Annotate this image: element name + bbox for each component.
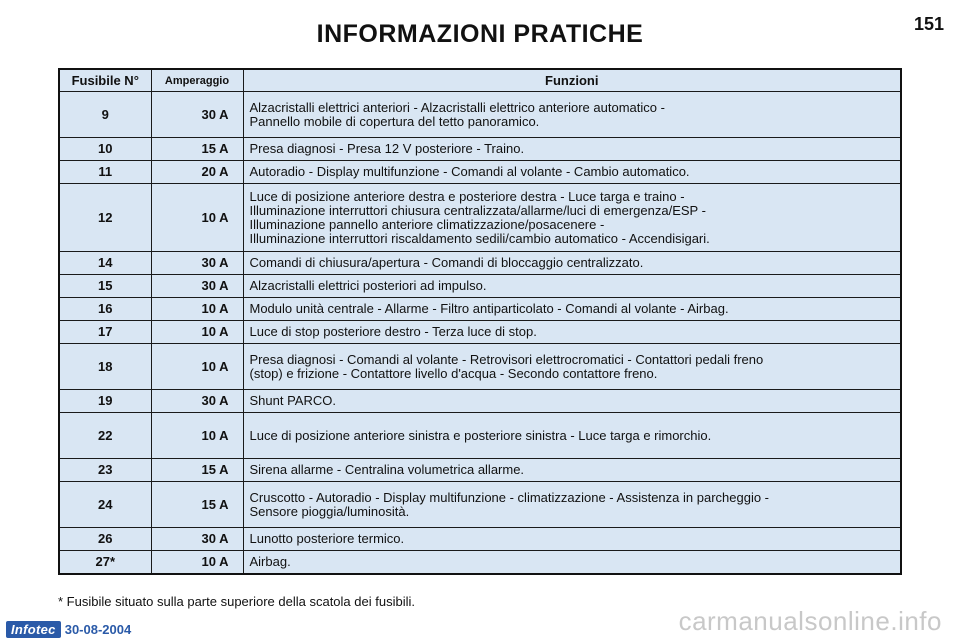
functions-line: Autoradio - Display multifunzione - Comandi al volante - Cambio automatico. xyxy=(249,164,690,179)
fuse-number-cell: 16 xyxy=(59,298,151,321)
functions-line: Alzacristalli elettrici posteriori ad impulso. xyxy=(249,278,487,293)
amperage-cell: 30 A xyxy=(151,92,243,138)
fuse-number-cell: 19 xyxy=(59,390,151,413)
fuse-number-cell: 27* xyxy=(59,551,151,574)
table-row xyxy=(59,161,901,184)
table-row xyxy=(59,551,901,574)
amperage-cell: 20 A xyxy=(151,161,243,184)
amperage-cell: 30 A xyxy=(151,528,243,551)
functions-line: Comandi di chiusura/apertura - Comandi di bloccaggio centralizzato. xyxy=(249,255,644,270)
functions-cell xyxy=(243,184,901,252)
functions-cell xyxy=(243,390,901,413)
table-row xyxy=(59,528,901,551)
watermark: carmanualsonline.info xyxy=(678,606,942,636)
functions-line: Pannello mobile di copertura del tetto panoramico. xyxy=(249,113,540,129)
table-row xyxy=(59,344,901,390)
table-row xyxy=(59,413,901,459)
table-row xyxy=(59,482,901,528)
table-row xyxy=(59,275,901,298)
fuse-number-cell: 10 xyxy=(59,138,151,161)
functions-line: Modulo unità centrale - Allarme - Filtro antiparticolato - Comandi al volante - Airbag. xyxy=(249,301,729,316)
amperage-cell: 10 A xyxy=(151,321,243,344)
fuse-number-cell: 24 xyxy=(59,482,151,528)
amperage-cell: 10 A xyxy=(151,298,243,321)
amperage-cell: 10 A xyxy=(151,413,243,459)
functions-cell xyxy=(243,138,901,161)
amperage-cell: 15 A xyxy=(151,482,243,528)
column-header-amperage: Amperaggio xyxy=(151,69,243,92)
functions-line: (stop) e frizione - Contattore livello d'acqua - Secondo contattore freno. xyxy=(249,365,658,381)
functions-cell xyxy=(243,344,901,390)
functions-line: Cruscotto - Autoradio - Display multifunzione - climatizzazione - Assistenza in parcheggio - xyxy=(249,489,770,505)
column-header-fuse-number: Fusibile N° xyxy=(59,69,151,92)
functions-line: Presa diagnosi - Comandi al volante - Retrovisori elettrocromatici - Contattori pedali freno xyxy=(249,351,764,367)
functions-line: Luce di stop posteriore destro - Terza luce di stop. xyxy=(249,324,537,339)
page-number: 151 xyxy=(913,14,944,34)
table-row xyxy=(59,252,901,275)
fuse-number-cell: 15 xyxy=(59,275,151,298)
functions-line: Shunt PARCO. xyxy=(249,393,336,408)
table-row xyxy=(59,138,901,161)
table-row xyxy=(59,390,901,413)
amperage-cell: 10 A xyxy=(151,344,243,390)
amperage-cell: 15 A xyxy=(151,138,243,161)
fuse-table xyxy=(58,68,902,575)
functions-line: Sensore pioggia/luminosità. xyxy=(249,503,410,519)
fuse-number-cell: 9 xyxy=(59,92,151,138)
amperage-cell: 30 A xyxy=(151,252,243,275)
fuse-number-cell: 14 xyxy=(59,252,151,275)
amperage-cell: 30 A xyxy=(151,390,243,413)
table-row xyxy=(59,298,901,321)
table-header-row xyxy=(59,69,901,92)
functions-cell xyxy=(243,482,901,528)
functions-cell xyxy=(243,528,901,551)
functions-line: Airbag. xyxy=(249,553,291,569)
functions-cell xyxy=(243,413,901,459)
fuse-number-cell: 26 xyxy=(59,528,151,551)
amperage-cell: 30 A xyxy=(151,275,243,298)
print-date: 30-08-2004 xyxy=(64,622,132,637)
page-title: INFORMAZIONI PRATICHE xyxy=(316,20,644,48)
functions-cell xyxy=(243,92,901,138)
functions-line: Sirena allarme - Centralina volumetrica allarme. xyxy=(249,462,525,477)
table-row xyxy=(59,184,901,252)
functions-line: Lunotto posteriore termico. xyxy=(249,531,405,546)
amperage-cell: 10 A xyxy=(151,551,243,574)
functions-line: Illuminazione interruttori riscaldamento sedili/cambio automatico - Accendisigari. xyxy=(249,230,710,246)
functions-line: Illuminazione pannello anteriore climatizzazione/posacenere - xyxy=(249,216,605,232)
functions-line: Luce di posizione anteriore sinistra e posteriore sinistra - Luce targa e rimorchio. xyxy=(249,427,712,443)
table-row xyxy=(59,92,901,138)
functions-cell xyxy=(243,459,901,482)
fuse-number-cell: 12 xyxy=(59,184,151,252)
functions-cell xyxy=(243,551,901,574)
fuse-number-cell: 11 xyxy=(59,161,151,184)
table-body xyxy=(59,92,901,574)
functions-line: Luce di posizione anteriore destra e posteriore destra - Luce targa e traino - xyxy=(249,188,685,204)
fuse-number-cell: 18 xyxy=(59,344,151,390)
fuse-number-cell: 22 xyxy=(59,413,151,459)
infotec-logo: Infotec xyxy=(6,621,61,638)
table-row xyxy=(59,459,901,482)
amperage-cell: 10 A xyxy=(151,184,243,252)
functions-line: Presa diagnosi - Presa 12 V posteriore - Traino. xyxy=(249,141,525,156)
functions-cell xyxy=(243,252,901,275)
table-row xyxy=(59,321,901,344)
functions-cell xyxy=(243,161,901,184)
footnote: * Fusibile situato sulla parte superiore della scatola dei fusibili. xyxy=(58,594,415,609)
functions-line: Alzacristalli elettrici anteriori - Alzacristalli elettrico anteriore automatico - xyxy=(249,99,665,115)
fuse-number-cell: 23 xyxy=(59,459,151,482)
functions-cell xyxy=(243,298,901,321)
amperage-cell: 15 A xyxy=(151,459,243,482)
functions-cell xyxy=(243,321,901,344)
functions-line: Illuminazione interruttori chiusura centralizzata/allarme/luci di emergenza/ESP - xyxy=(249,202,706,218)
column-header-functions: Funzioni xyxy=(243,69,901,92)
functions-cell xyxy=(243,275,901,298)
footer-brand xyxy=(6,621,131,638)
fuse-number-cell: 17 xyxy=(59,321,151,344)
